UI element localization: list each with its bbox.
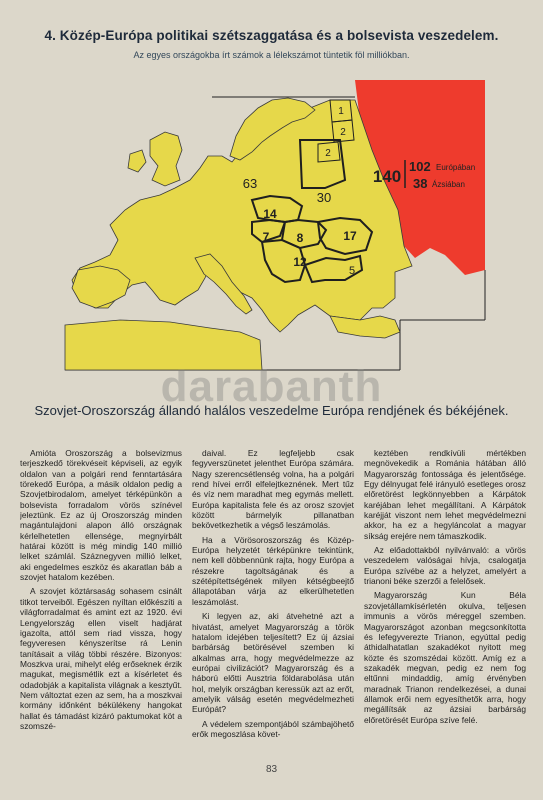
paragraph: Az előadottakból nyilvánvaló: a vörös veszedelem valóságai hívja, csalogatja Európa szívébe az a helyzet, amelyért a trianoni béke szerzői a felelősek.: [364, 545, 526, 587]
text-columns: [20, 448, 532, 760]
text-column-1: [20, 448, 182, 760]
label-30: 30: [316, 190, 332, 205]
paragraph: A szovjet köztársaság sohasem csinált titkot terveiből. Egészen nyíltan előkészíti a világforradalmat és amint ezt az 1920. évi Lengyelország ellen viselt hadjárat igazolta, attól sem riad vissza, hogy fegyveresen kényszerítse rá Lenin tanításait a világ többi részére. Bizonyos: Moszkva urai, mihelyt elég erőseknek érzik magukat, megismétlik ezt a kísérletet és odadobják a kapitalista világnak a kesztyűt. Nem változtat ezen az sem, ha a moszkvai kormány időnként békülékeny hangokat hallat és támadást kizáró paktumokat köt a szomszé-: [20, 586, 182, 731]
label-europe: Európában: [436, 163, 476, 172]
label-8: 8: [296, 231, 304, 245]
paragraph: keztében rendkívüli mértékben megnövekedik a Románia hátában álló Magyarország fontossága és jelentősége. Egy délnyugat felé irányuló esetleges orosz előretörést legkönnyebben a Kárpátok karéjában lehet megállítani. A Kárpátok karéjját viszont nem lehet megvédelmezni akkor, ha ez a hegyláncolat a magyar síkság erejére nem támaszkodik.: [364, 448, 526, 541]
ireland: [128, 150, 146, 172]
europe-map: [0, 70, 543, 390]
paragraph: Ki legyen az, aki átvehetné azt a hivatást, amelyet Magyarország a török hatalom idejében teljesített? Ez új ázsiai barbárság betörésével szemben ki alkalmas arra, hogy megvédelmezze az európai civilizációt? Magyarország és a háború előtti Ausztria földarabolása után hol, melyik országban keressük azt az erőt, amelyik válság esetén megvédelmezheti Európát?: [192, 611, 354, 715]
british-isles: [150, 132, 182, 186]
iberia: [72, 266, 130, 308]
label-1: 1: [338, 106, 344, 117]
paragraph: Magyarország Kun Béla szovjetállamkísérletén okulva, teljesen immunis a vörös méreggel szemben. Magyarországot azonban megcsonkította és lefegyverezte Trianon, egyúttal pedig áthidalhatatlan szakadékot nyitott meg közte és szomszédai között. Amíg ez a szakadék megvan, pedig ez nem fog eltűnni mindaddig, amíg érvényben maradnak Trianon rendelkezései, a dunai államok erői nem egyesíthetők arra, hogy megállítsák az ázsiai barbárság előretörését Európa szíve felé.: [364, 590, 526, 725]
label-17: 17: [343, 229, 357, 243]
label-12: 12: [293, 255, 307, 269]
label-140: 140: [372, 167, 402, 186]
label-2a: 2: [340, 127, 346, 138]
label-14: 14: [263, 207, 277, 221]
map-subtitle: Az egyes országokba írt számok a lélekszámot tüntetik föl milliókban.: [133, 50, 410, 60]
label-5: 5: [348, 265, 356, 277]
paragraph: daival. Ez legfeljebb csak fegyverszünetet jelenthet Európa számára. Nagy szerencsétlenség volna, ha a polgári rend hívei erről elfelejtkeznének. Mert tűz és víz nem maradhat meg egymás mellett. Európa kapitalista fele és az orosz szovjet között bármelyik pillanatban bekövetkezhetik a végső leszámolás.: [192, 448, 354, 531]
paragraph: Ha a Vörösoroszország és Közép-Európa helyzetét térképünkre tekintünk, nem kell döbbennünk rajta, hogy Európa a részekre tagoltságának és a szétépítettségének milyen kétségbeejtő állapotában várja az elkerülhetetlen leszámolást.: [192, 534, 354, 607]
watermark: darabanth: [160, 362, 383, 411]
text-column-2: [192, 448, 354, 760]
anatolia: [330, 316, 400, 338]
label-asia: Ázsiában: [432, 180, 465, 189]
label-7: 7: [262, 230, 270, 244]
label-2b: 2: [325, 148, 331, 159]
text-column-3: [364, 448, 526, 760]
section-headline: Szovjet-Oroszország állandó halálos veszedelme Európa rendjének és békéjének.: [34, 403, 509, 418]
page-number: 83: [265, 764, 278, 775]
page-title: 4. Közép-Európa politikai szétszaggatása és a bolsevista veszedelem.: [44, 28, 499, 43]
label-102: 102: [409, 159, 431, 174]
paragraph: Amióta Oroszország a bolsevizmus terjeszkedő törekvéseit képviseli, az egyik oldalon van a polgári rend fenntartására törekedő Európa, a másik oldalon pedig a Szovjetbirodalom, amelyet térképünkön a bolsevista forradalom vörös színével jeleztünk. Ez az új Oroszország minden magántulajdoni alapon álló országnak kérlelhetetlen ellensége, megnyirbált határai között is még mindig 140 millió lelket számlál. Száznegyven millió lelket, aki engedelmes eszköz és akaratlan báb a szovjet hatalom kezében.: [20, 448, 182, 583]
label-38: 38: [413, 176, 428, 191]
label-63: 63: [242, 176, 258, 191]
paragraph: A védelem szempontjából számbajöhető erők megoszlása követ-: [192, 718, 354, 739]
